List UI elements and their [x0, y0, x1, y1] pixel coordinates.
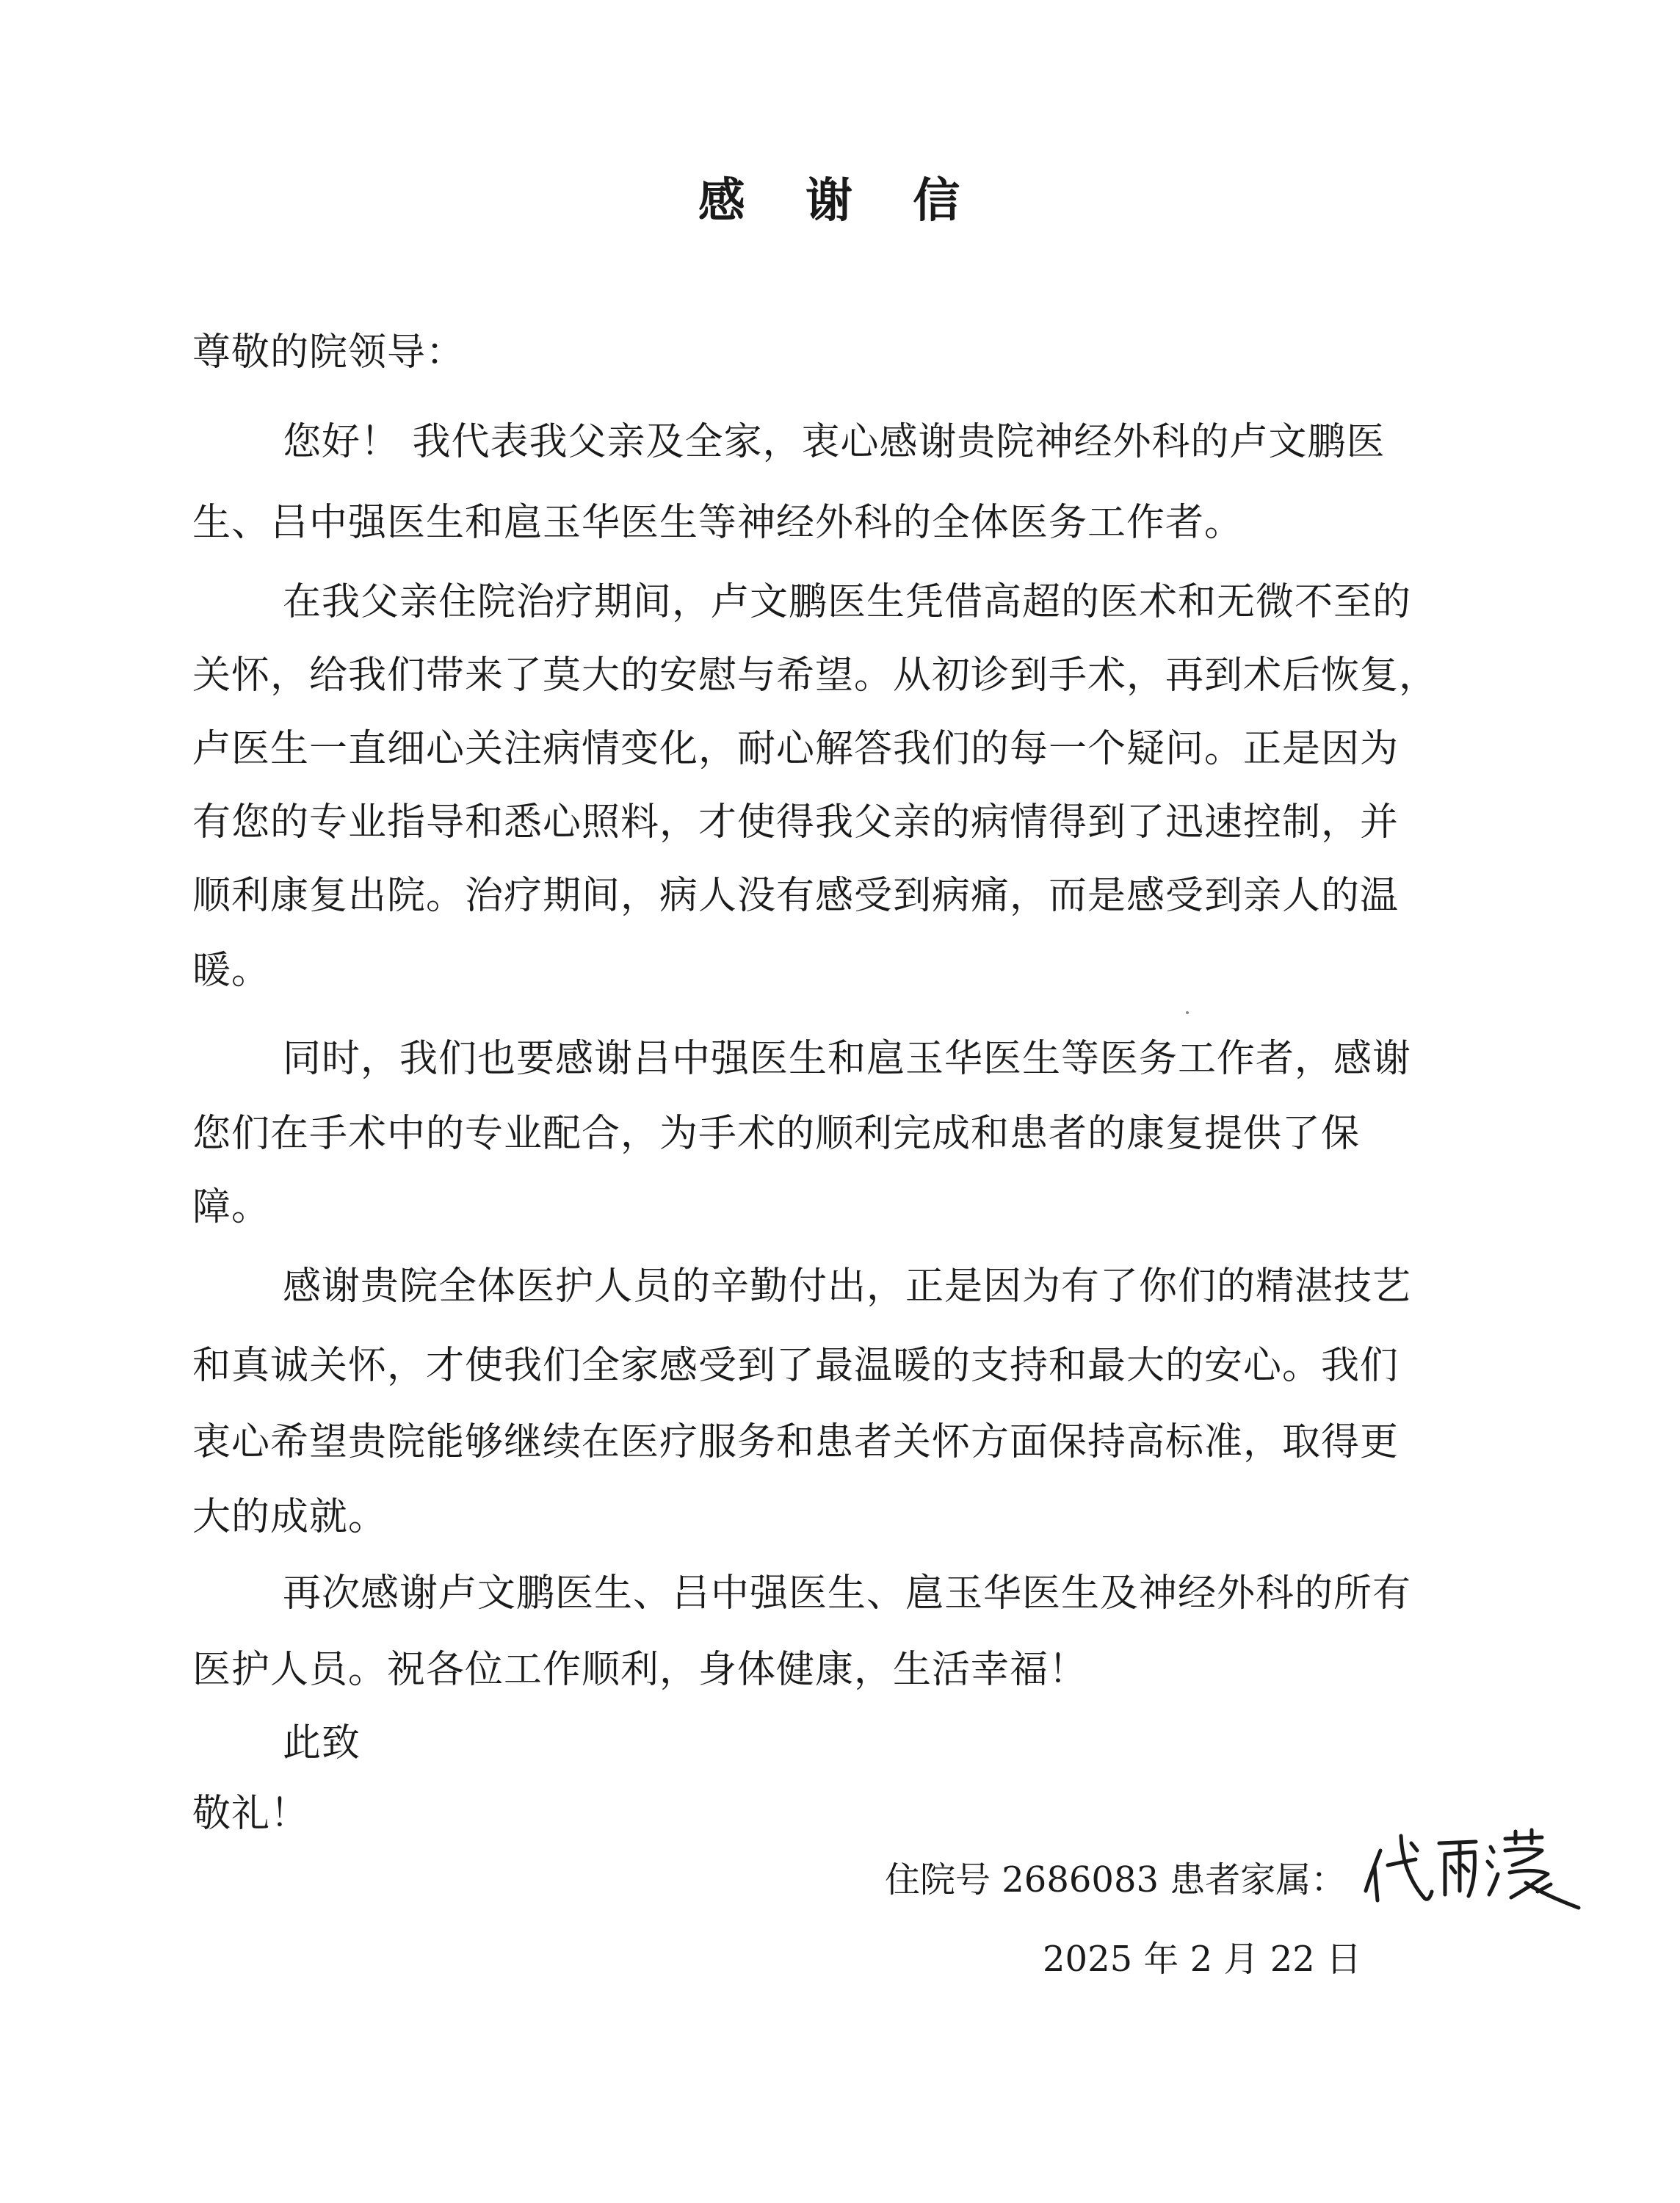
paragraph-line-4: 关怀，给我们带来了莫大的安慰与希望。从初诊到手术，再到术后恢复，: [192, 654, 1438, 698]
paragraph-line-8: 暖。: [192, 949, 271, 993]
paragraph-line-11: 障。: [192, 1185, 271, 1229]
paragraph-line-16: 再次感谢卢文鹏医生、吕中强医生、扈玉华医生及神经外科的所有: [283, 1571, 1412, 1616]
paragraph-line-14: 衷心希望贵院能够继续在医疗服务和患者关怀方面保持高标准，取得更: [192, 1420, 1400, 1464]
scan-speck: [1186, 1011, 1189, 1014]
paragraph-line-3: 在我父亲住院治疗期间，卢文鹏医生凭借高超的医术和无微不至的: [283, 580, 1412, 624]
closing-jingli: 敬礼！: [192, 1792, 310, 1836]
paragraph-line-2: 生、吕中强医生和扈玉华医生等神经外科的全体医务工作者。: [192, 501, 1244, 545]
paragraph-line-12: 感谢贵院全体医护人员的辛勤付出，正是因为有了你们的精湛技艺: [283, 1265, 1412, 1309]
closing-cizhi: 此致: [283, 1721, 361, 1765]
letter-date: 2025 年 2 月 22 日: [1043, 1939, 1362, 1980]
paragraph-line-7: 顺利康复出院。治疗期间，病人没有感受到病痛，而是感受到亲人的温: [192, 874, 1400, 918]
letter-title: 感 谢 信: [698, 174, 982, 228]
paragraph-line-13: 和真诚关怀，才使我们全家感受到了最温暖的支持和最大的安心。我们: [192, 1344, 1400, 1388]
paragraph-line-9: 同时，我们也要感谢吕中强医生和扈玉华医生等医务工作者，感谢: [283, 1037, 1412, 1081]
salutation: 尊敬的院领导：: [192, 330, 466, 375]
paragraph-line-17: 医护人员。祝各位工作顺利，身体健康，生活幸福！: [192, 1648, 1088, 1692]
paragraph-line-10: 您们在手术中的专业配合，为手术的顺利完成和患者的康复提供了保: [192, 1112, 1361, 1156]
paragraph-line-15: 大的成就。: [192, 1495, 388, 1539]
signature-line: 住院号 2686083 患者家属：: [885, 1859, 1347, 1900]
paragraph-line-6: 有您的专业指导和悉心照料，才使得我父亲的病情得到了迅速控制，并: [192, 800, 1400, 844]
paragraph-line-5: 卢医生一直细心关注病情变化，耐心解答我们的每一个疑问。正是因为: [192, 727, 1400, 771]
paragraph-line-1: 您好！ 我代表我父亲及全家，衷心感谢贵院神经外科的卢文鹏医: [283, 420, 1386, 464]
handwritten-signature: [1358, 1821, 1586, 1917]
